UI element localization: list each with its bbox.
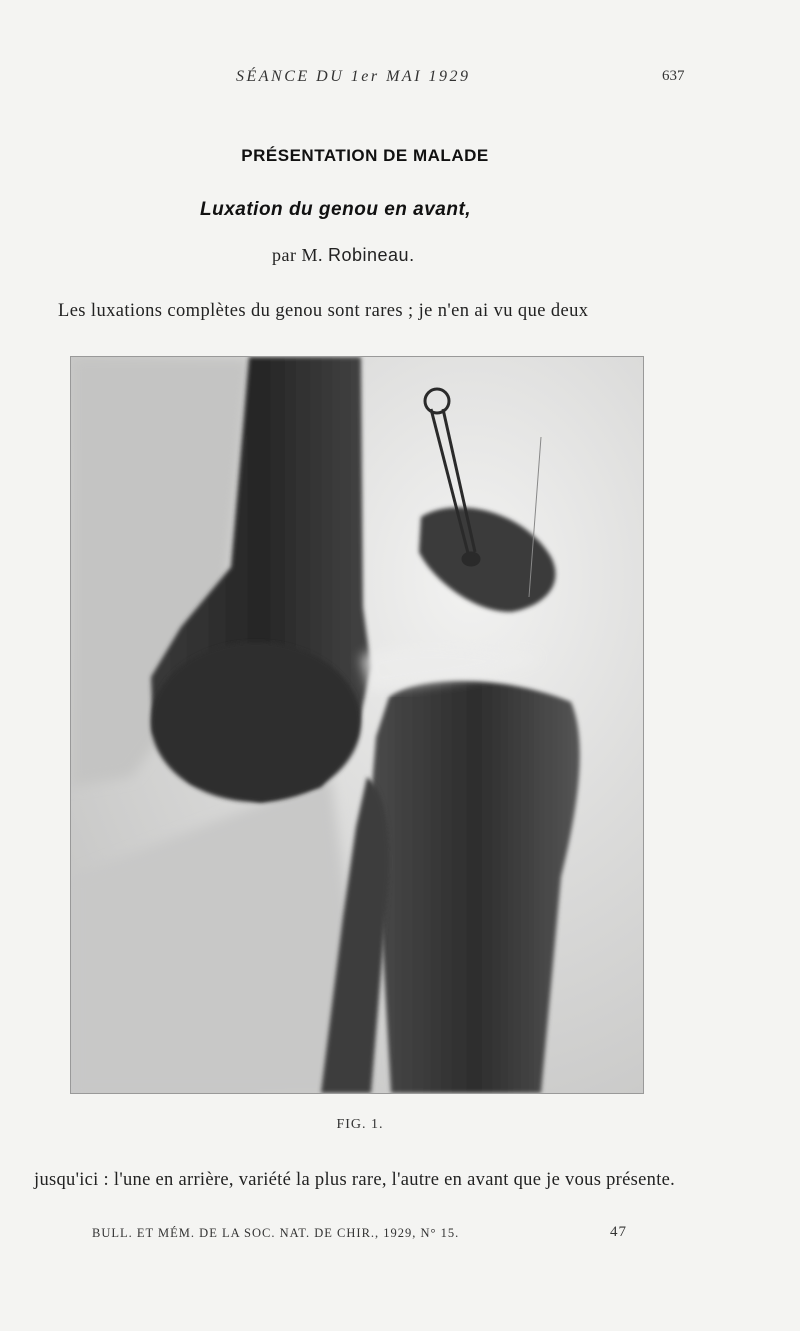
- xray-image: [71, 357, 643, 1093]
- running-head-title: SÉANCE DU 1er MAI 1929: [236, 68, 471, 85]
- page-footer: [92, 1226, 632, 1246]
- signature-mark: 47: [610, 1224, 627, 1240]
- byline-prefix: par M.: [272, 245, 328, 265]
- byline: [272, 245, 415, 266]
- running-head: [0, 68, 800, 92]
- section-title: PRÉSENTATION DE MALADE: [241, 146, 489, 165]
- journal-citation: BULL. ET MÉM. DE LA SOC. NAT. DE CHIR., 1929, N° 15.: [92, 1226, 460, 1240]
- knee-xray-figure: [70, 356, 644, 1094]
- page-number: 637: [662, 68, 685, 84]
- author-name: Robineau.: [328, 245, 415, 265]
- intro-paragraph: Les luxations complètes du genou sont rares ; je n'en ai vu que deux: [58, 301, 589, 321]
- article-title: Luxation du genou en avant,: [200, 199, 472, 220]
- figure-caption: FIG. 1.: [336, 1117, 384, 1132]
- continuation-paragraph: jusqu'ici : l'une en arrière, variété la plus rare, l'autre en avant que je vous présente.: [34, 1170, 676, 1190]
